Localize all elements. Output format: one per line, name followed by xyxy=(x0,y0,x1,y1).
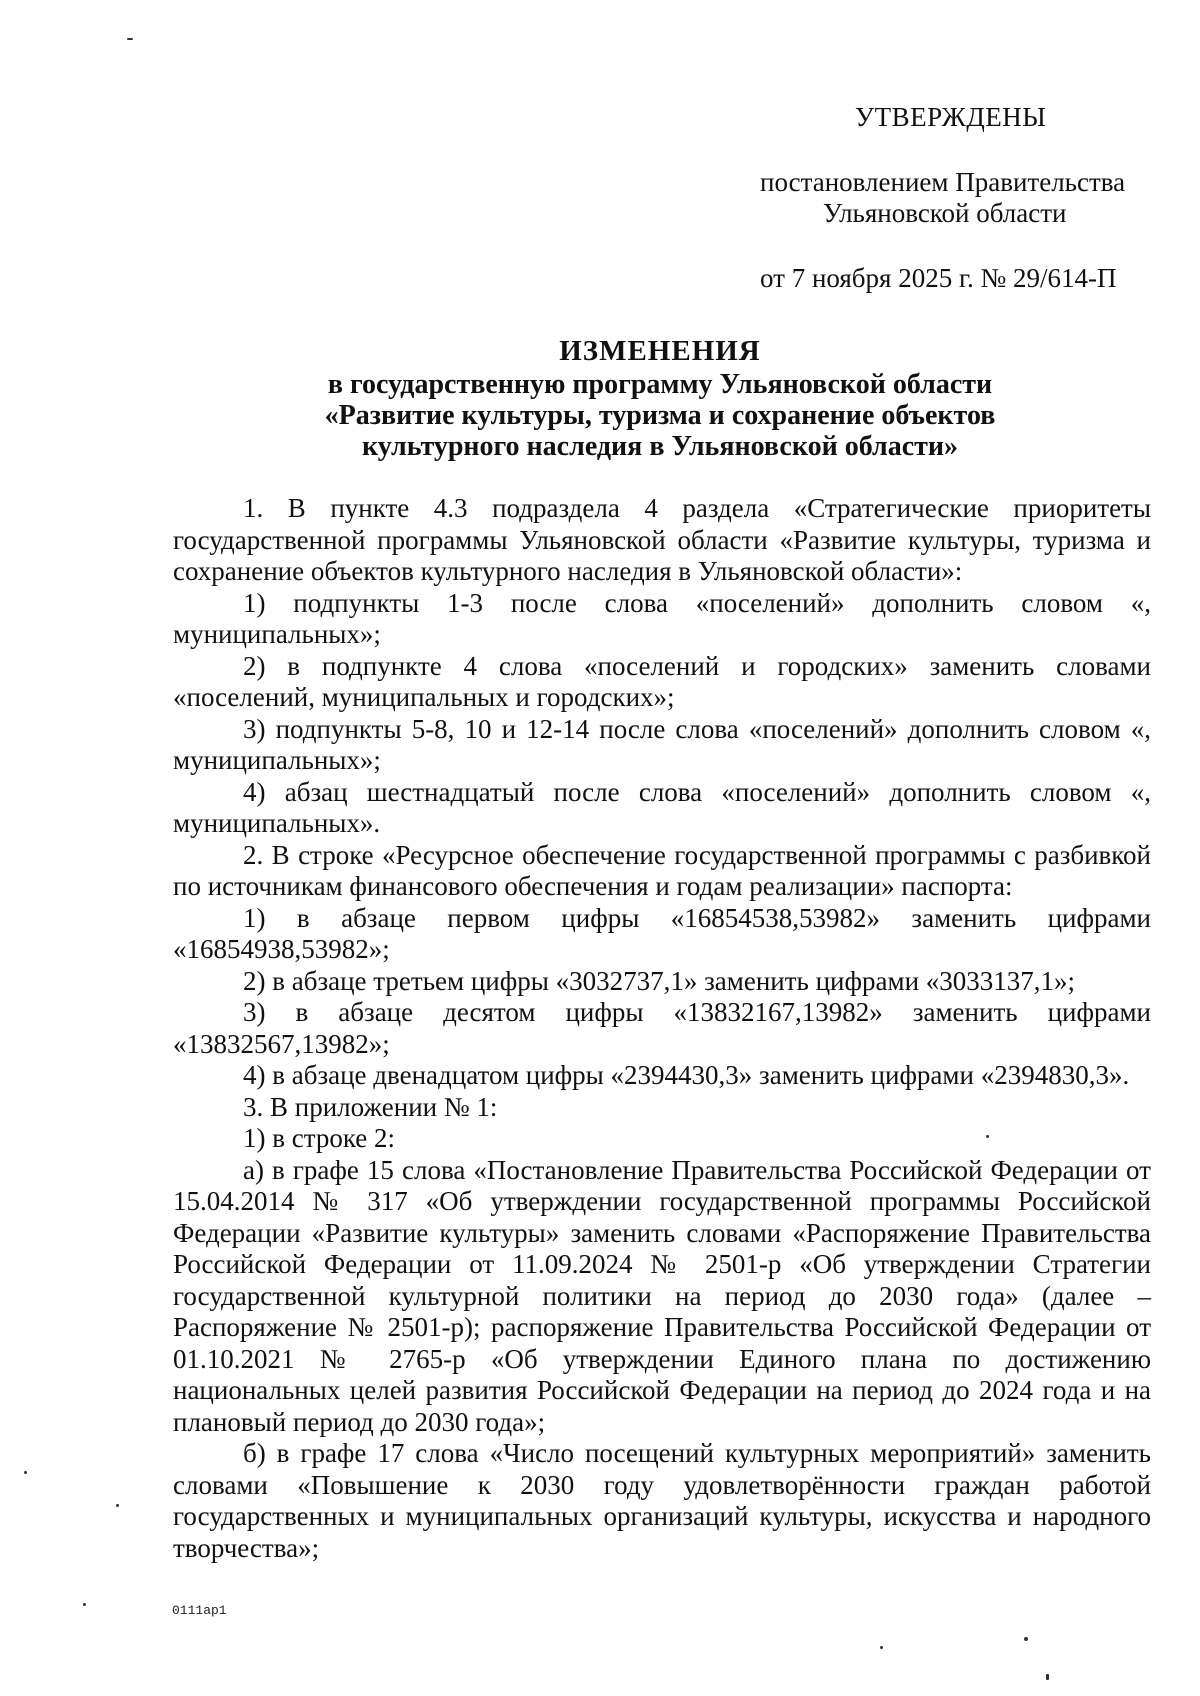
paragraph-subitem-3-1: 1) в строке 2: xyxy=(243,1123,396,1153)
paragraph-subitem-1-1: 1) подпункты 1-3 после слова «поселений» дополнить словом «, муниципальных»; xyxy=(173,587,1151,649)
paragraph-subitem-1-3: 3) подпункты 5-8, 10 и 12-14 после слова «поселений» дополнить словом «, муниципальных»; xyxy=(173,713,1151,775)
paragraph-subitem-2-2: 2) в абзаце третьем цифры «3032737,1» заменить цифрами «3033137,1»; xyxy=(243,965,1076,996)
approval-by-decree: постановлением Правительства xyxy=(760,167,1126,197)
scan-speck xyxy=(880,1646,883,1649)
paragraph-subitem-2-3: 3) в абзаце десятом цифры «13832167,13982» заменить цифрами «13832567,13982»; xyxy=(173,997,1151,1059)
document-heading: ИЗМЕНЕНИЯ xyxy=(559,335,761,367)
paragraph-item-2: 2. В строке «Ресурсное обеспечение государственной программы с разбивкой по источникам финансового обеспечения и годам реализации» паспорта: xyxy=(173,839,1151,901)
scan-speck xyxy=(24,1471,27,1474)
approval-block xyxy=(760,102,1160,294)
paragraph-subitem-3-1-b: б) в графе 17 слова «Число посещений культурных мероприятий» заменить словами «Повышение к 2030 году удовлетворённости граждан работой государственных и муниципальных организаций культуры, искусства и народного творчества»; xyxy=(173,1438,1151,1563)
paragraph-subitem-2-1: 1) в абзаце первом цифры «16854538,53982» заменить цифрами «16854938,53982»; xyxy=(173,902,1151,964)
scan-speck xyxy=(1024,1637,1028,1641)
approval-region: Ульяновской области xyxy=(823,198,1067,228)
document-title-block xyxy=(170,336,1150,462)
paragraph-subitem-2-4: 4) в абзаце двенадцатом цифры «2394430,3» заменить цифрами «2394830,3». xyxy=(243,1060,1130,1090)
paragraph-subitem-3-1-a: а) в графе 15 слова «Постановление Правительства Российской Федерации от 15.04.2014 № 317 «Об утверждении государственной программы Российской Федерации «Развитие культуры» заменить словами «Распоряжение Правительства Российской Федерации от 11.09.2024 № 2501-р «Об утверждении Стратегии государственной культурной политики на период до 2030 года» (далее – Распоряжение № 2501-р); распоряжение Правительства Российской Федерации от 01.10.2021 № 2765-р «Об утверждении Единого плана по достижению национальных целей развития Российской Федерации на период до 2024 года и на плановый период до 2030 года»; xyxy=(173,1154,1151,1437)
scan-speck xyxy=(83,1603,86,1606)
paragraph-subitem-1-2: 2) в подпункте 4 слова «поселений и городских» заменить словами «поселений, муниципальных и городских»; xyxy=(173,650,1151,712)
footer-document-code: 0111ap1 xyxy=(172,1603,227,1618)
scan-speck xyxy=(127,38,133,40)
document-title-line: культурного наследия в Ульяновской области» xyxy=(361,431,959,462)
scan-speck xyxy=(1046,1674,1049,1680)
document-title-line: в государственную программу Ульяновской области xyxy=(327,369,993,400)
document-title-line: «Развитие культуры, туризма и сохранение объектов xyxy=(324,400,996,431)
scan-speck xyxy=(116,1504,119,1507)
approval-decree-reference: от 7 ноября 2025 г. № 29/614-П xyxy=(760,263,1117,293)
approval-title: УТВЕРЖДЕНЫ xyxy=(855,102,1047,132)
paragraph-subitem-1-4: 4) абзац шестнадцатый после слова «поселений» дополнить словом «, муниципальных». xyxy=(173,776,1151,838)
paragraph-item-3: 3. В приложении № 1: xyxy=(243,1091,498,1122)
paragraph-item-1: 1. В пункте 4.3 подраздела 4 раздела «Стратегические приоритеты государственной программы Ульяновской области «Развитие культуры, туризма и сохранение объектов культурного наследия в Ульяновской области»: xyxy=(173,493,1151,586)
scan-speck xyxy=(986,1135,989,1138)
document-body xyxy=(173,493,1151,1564)
